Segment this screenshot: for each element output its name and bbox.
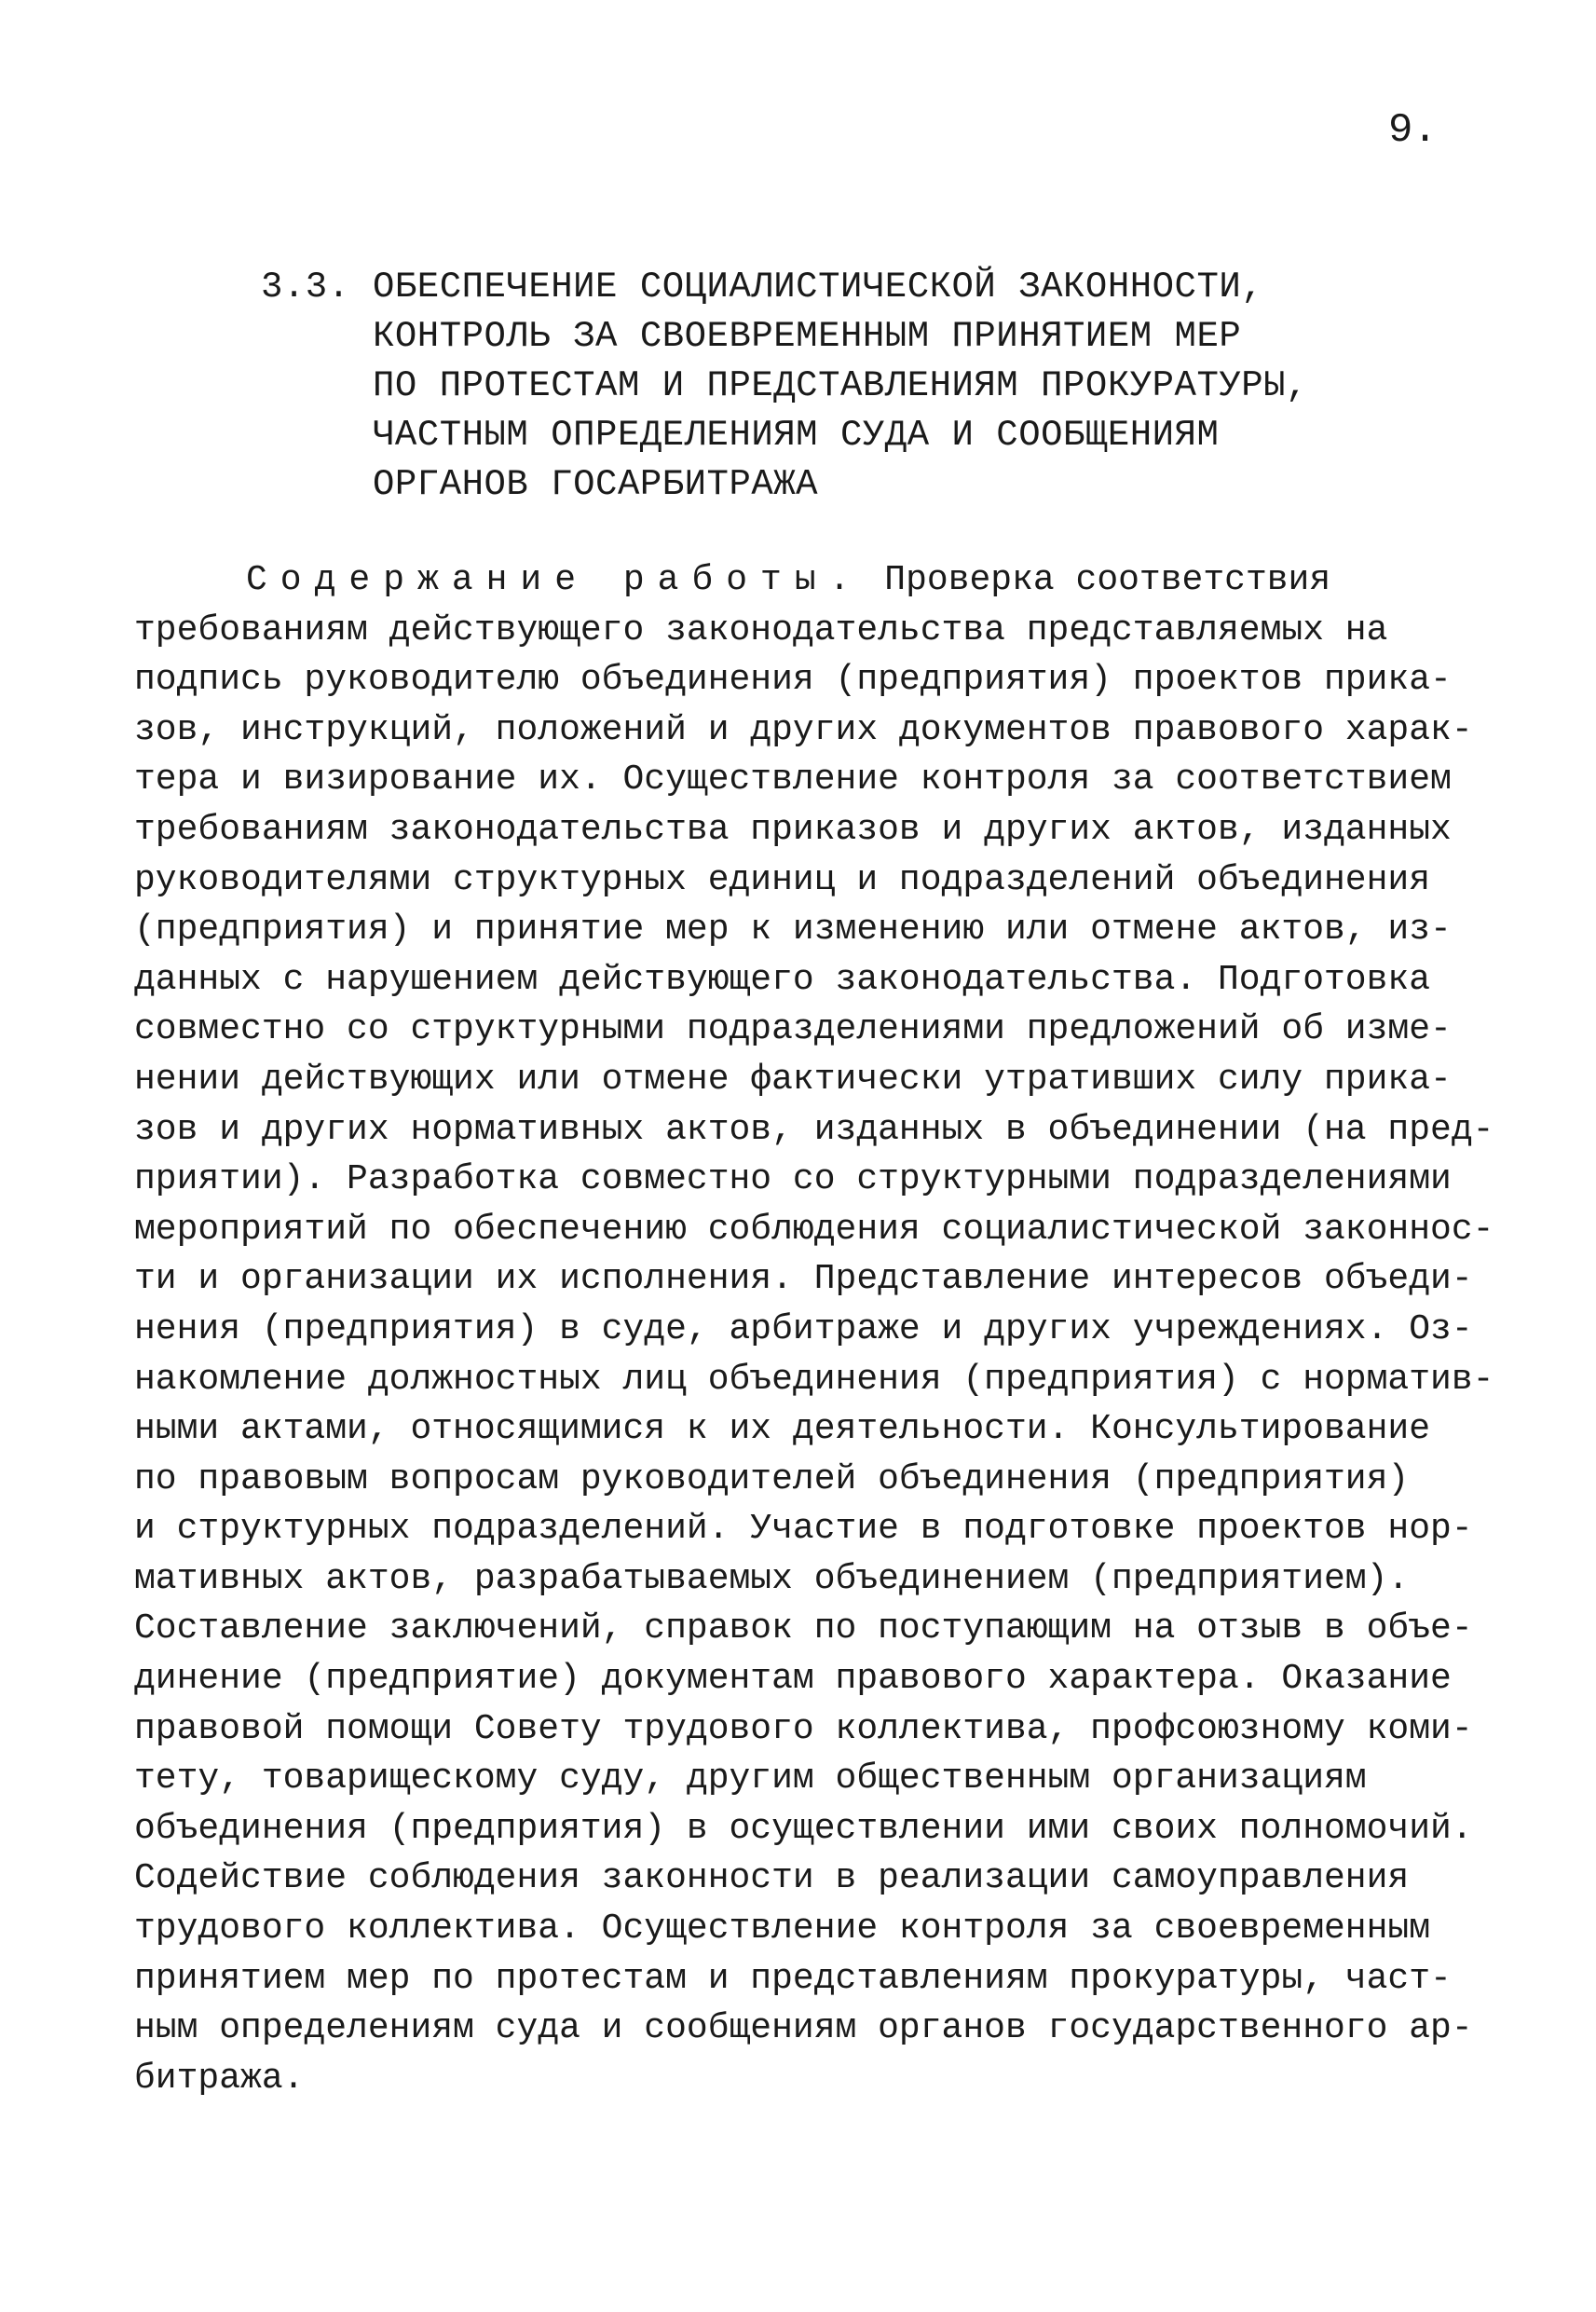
body-line: Составление заключений, справок по поступающим на отзыв в объе-	[134, 1608, 1473, 1649]
body-line: ным определениям суда и сообщениям органов государственного ар-	[134, 2008, 1473, 2049]
body-line: нении действующих или отмене фактически утративших силу прика-	[134, 1059, 1452, 1100]
body-line: накомление должностных лиц объединения (предприятия) с норматив-	[134, 1359, 1494, 1400]
section-title-line: ОРГАНОВ ГОСАРБИТРАЖА	[373, 464, 819, 505]
body-line: зов и других нормативных актов, изданных в объединении (на пред-	[134, 1109, 1494, 1150]
body-line: принятием мер по протестам и представлениям прокуратуры, част-	[134, 1958, 1452, 1999]
body-line: ными актами, относящимися к их деятельности. Консультирование	[134, 1409, 1431, 1450]
body-line: тету, товарищескому суду, другим общественным организациям	[134, 1758, 1367, 1799]
body-line: приятии). Разработка совместно со структурными подразделениями	[134, 1159, 1452, 1200]
body-line: тера и визирование их. Осуществление контроля за соответствием	[134, 759, 1452, 800]
body-line: правовой помощи Совету трудового коллектива, профсоюзному коми-	[134, 1708, 1473, 1749]
body-line: совместно со структурными подразделениями предложений об изме-	[134, 1009, 1452, 1050]
body-line: требованиям действующего законодательства представляемых на	[134, 609, 1388, 650]
body-line: мативных актов, разрабатываемых объединением (предприятием).	[134, 1558, 1410, 1599]
section-heading	[261, 263, 1360, 510]
body-line: динение (предприятие) документам правового характера. Оказание	[134, 1659, 1452, 1700]
body-line: и структурных подразделений. Участие в подготовке проектов нор-	[134, 1509, 1473, 1550]
body-first-line-rest: Проверка соответствия	[884, 560, 1331, 600]
body-line: объединения (предприятия) в осуществлении ими своих полномочий.	[134, 1808, 1473, 1849]
body-line: подпись руководителю объединения (предприятия) проектов прика-	[134, 660, 1452, 701]
body-line: Содействие соблюдения законности в реализации самоуправления	[134, 1858, 1410, 1899]
page-number: 9.	[1388, 107, 1438, 154]
body-line: мероприятий по обеспечению соблюдения социалистической законнос-	[134, 1209, 1494, 1250]
section-title	[373, 263, 1360, 510]
body-line: по правовым вопросам руководителей объединения (предприятия)	[134, 1458, 1410, 1499]
body-line: зов, инструкций, положений и других документов правового харак-	[134, 709, 1473, 750]
body-line: данных с нарушением действующего законодательства. Подготовка	[134, 959, 1431, 1000]
body-line: битража.	[134, 2058, 305, 2099]
section-number: 3.3.	[261, 267, 350, 308]
section-title-line: КОНТРОЛЬ ЗА СВОЕВРЕМЕННЫМ ПРИНЯТИЕМ МЕР	[373, 316, 1242, 357]
lead-label: Содержание работы.	[246, 560, 864, 600]
body-line: трудового коллектива. Осуществление контроля за своевременным	[134, 1908, 1431, 1949]
body-line: (предприятия) и принятие мер к изменению или отмене актов, из-	[134, 910, 1452, 951]
body-line: требованиям законодательства приказов и других актов, изданных	[134, 809, 1452, 850]
body-line: руководителями структурных единиц и подразделений объединения	[134, 859, 1431, 900]
body-line: ти и организации их исполнения. Представление интересов объеди-	[134, 1259, 1473, 1300]
body-line: нения (предприятия) в суде, арбитраже и других учреждениях. Оз-	[134, 1308, 1473, 1349]
section-title-line: ЧАСТНЫМ ОПРЕДЕЛЕНИЯМ СУДА И СООБЩЕНИЯМ	[373, 415, 1220, 456]
body-paragraph	[134, 555, 1494, 2103]
section-title-line: ПО ПРОТЕСТАМ И ПРЕДСТАВЛЕНИЯМ ПРОКУРАТУРЫ,	[373, 365, 1308, 406]
body-first-line	[134, 555, 1476, 606]
section-title-line: ОБЕСПЕЧЕНИЕ СОЦИАЛИСТИЧЕСКОЙ ЗАКОННОСТИ,	[373, 267, 1264, 308]
